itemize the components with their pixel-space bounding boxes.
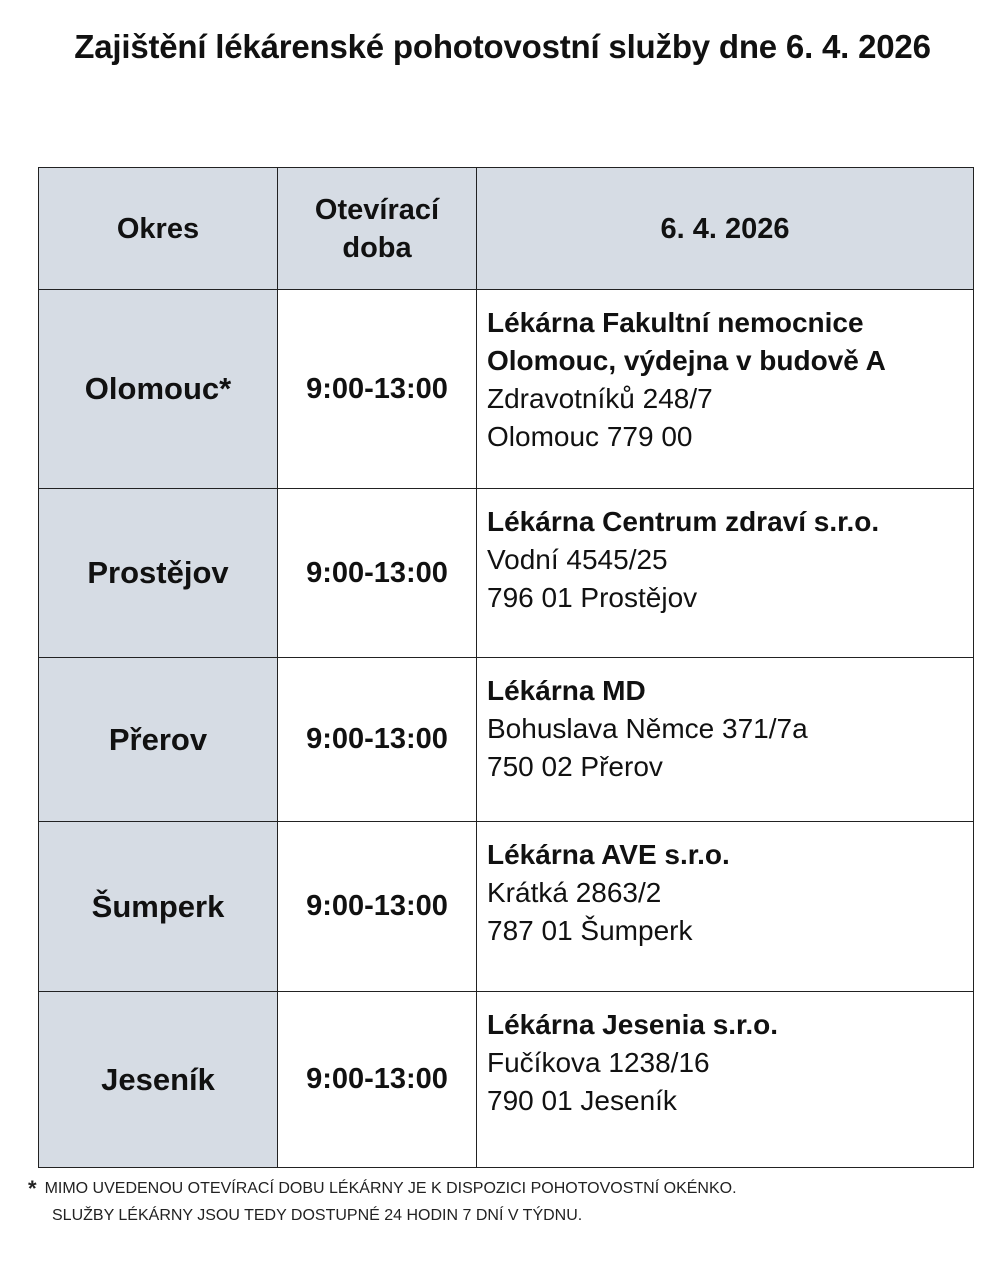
row-pharmacy <box>477 658 974 822</box>
footnote-marker: * <box>28 1176 37 1201</box>
footnote <box>28 1175 737 1229</box>
pharmacy-city: 750 02 Přerov <box>487 751 663 782</box>
row-hours: 9:00-13:00 <box>278 992 477 1168</box>
pharmacy-street: Vodní 4545/25 <box>487 544 668 575</box>
row-pharmacy <box>477 992 974 1168</box>
header-date: 6. 4. 2026 <box>477 168 974 290</box>
row-okres: Jeseník <box>39 992 278 1168</box>
footnote-line2: SLUŽBY LÉKÁRNY JSOU TEDY DOSTUPNÉ 24 HODIN 7 DNÍ V TÝDNU. <box>52 1207 583 1224</box>
page-title: Zajištění lékárenské pohotovostní služby dne 6. 4. 2026 <box>74 28 931 65</box>
pharmacy-street: Zdravotníků 248/7 <box>487 383 713 414</box>
row-pharmacy <box>477 489 974 658</box>
table-row <box>39 822 974 992</box>
row-okres: Olomouc* <box>39 290 278 489</box>
pharmacy-name: Lékárna AVE s.r.o. <box>487 839 730 870</box>
row-hours: 9:00-13:00 <box>278 822 477 992</box>
pharmacy-city: 787 01 Šumperk <box>487 915 693 946</box>
table-header-row <box>39 168 974 290</box>
row-hours: 9:00-13:00 <box>278 658 477 822</box>
row-hours: 9:00-13:00 <box>278 290 477 489</box>
row-hours: 9:00-13:00 <box>278 489 477 658</box>
pharmacy-street: Krátká 2863/2 <box>487 877 662 908</box>
pharmacy-name: Lékárna Centrum zdraví s.r.o. <box>487 506 880 537</box>
pharmacy-name-line1: Lékárna Fakultní nemocnice <box>487 307 864 338</box>
pharmacy-city: Olomouc 779 00 <box>487 421 693 452</box>
table-row <box>39 290 974 489</box>
row-pharmacy <box>477 822 974 992</box>
header-okres: Okres <box>39 168 278 290</box>
header-hours-line2: doba <box>342 231 412 264</box>
pharmacy-street: Bohuslava Němce 371/7a <box>487 713 808 744</box>
pharmacy-name: Lékárna MD <box>487 675 646 706</box>
header-hours-line1: Otevírací <box>314 193 440 226</box>
footnote-line1: MIMO UVEDENOU OTEVÍRACÍ DOBU LÉKÁRNY JE K DISPOZICI POHOTOVOSTNÍ OKÉNKO. <box>44 1180 737 1197</box>
pharmacy-name: Lékárna Jesenia s.r.o. <box>487 1009 779 1040</box>
header-opening-hours <box>278 168 477 290</box>
pharmacy-street: Fučíkova 1238/16 <box>487 1047 710 1078</box>
table-row <box>39 992 974 1168</box>
row-okres: Přerov <box>39 658 278 822</box>
pharmacy-name-line2: Olomouc, výdejna v budově A <box>487 345 886 376</box>
pharmacy-schedule-table <box>38 167 974 1168</box>
table-row <box>39 489 974 658</box>
pharmacy-city: 796 01 Prostějov <box>487 582 698 613</box>
table-row <box>39 658 974 822</box>
row-okres: Šumperk <box>39 822 278 992</box>
pharmacy-city: 790 01 Jeseník <box>487 1085 677 1116</box>
row-okres: Prostějov <box>39 489 278 658</box>
row-pharmacy <box>477 290 974 489</box>
